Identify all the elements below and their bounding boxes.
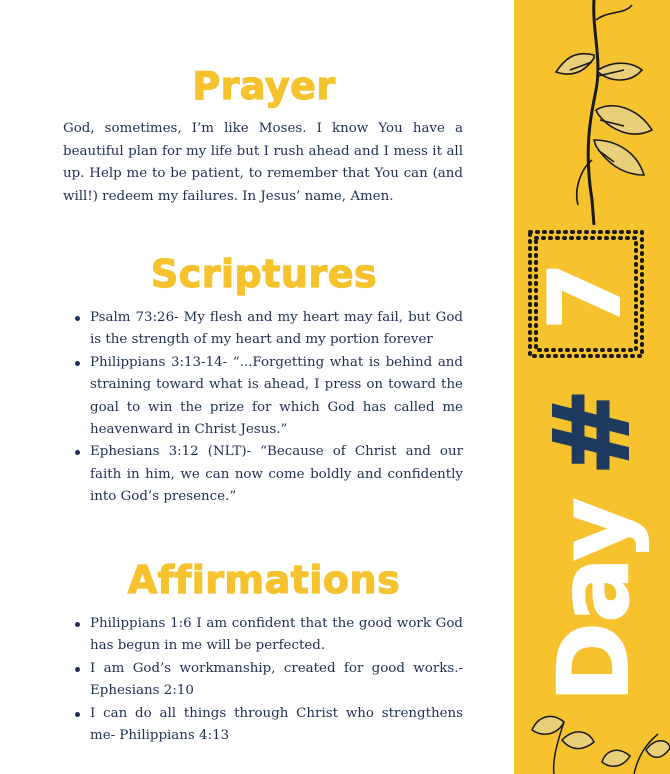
day-number: 7	[529, 261, 643, 331]
affirmation-list	[63, 613, 463, 747]
day-label: Day	[538, 497, 650, 703]
affirmations-heading: Affirmations	[127, 558, 401, 602]
scripture-list	[63, 307, 463, 509]
day-sidebar	[514, 0, 670, 774]
hash-symbol: #	[531, 388, 653, 476]
prayer-text: God, sometimes, I’m like Moses. I know You have a beautiful plan for my life but I rush ahead and I mess it all up. Help me to be patient, to remember that You can (and will!) redeem my failures. In Jesus’ name, Amen.	[63, 121, 463, 204]
list-item: Philippians 1:6 I am confident that the good work God has begun in me will be perfected.	[90, 613, 463, 658]
vine-top-icon	[556, 0, 652, 225]
prayer-heading: Prayer	[192, 64, 336, 108]
list-item: Philippians 3:13-14- “...Forgetting what is behind and straining toward what is ahead, I press on toward the goal to win the prize for which God has called me heavenward in Christ Jesus.”	[90, 352, 463, 442]
list-item: I can do all things through Christ who strengthens me- Philippians 4:13	[90, 703, 463, 748]
scriptures-heading: Scriptures	[150, 252, 378, 296]
list-item: Ephesians 3:12 (NLT)- “Because of Christ and our faith in him, we can now come boldly and confidently into God’s presence.”	[90, 441, 463, 508]
plant-bottom-icon	[532, 716, 670, 774]
list-item: I am God’s workmanship, created for good works.- Ephesians 2:10	[90, 658, 463, 703]
sidebar-art	[514, 0, 670, 774]
list-item: Psalm 73:26- My flesh and my heart may fail, but God is the strength of my heart and my portion forever	[90, 307, 463, 352]
